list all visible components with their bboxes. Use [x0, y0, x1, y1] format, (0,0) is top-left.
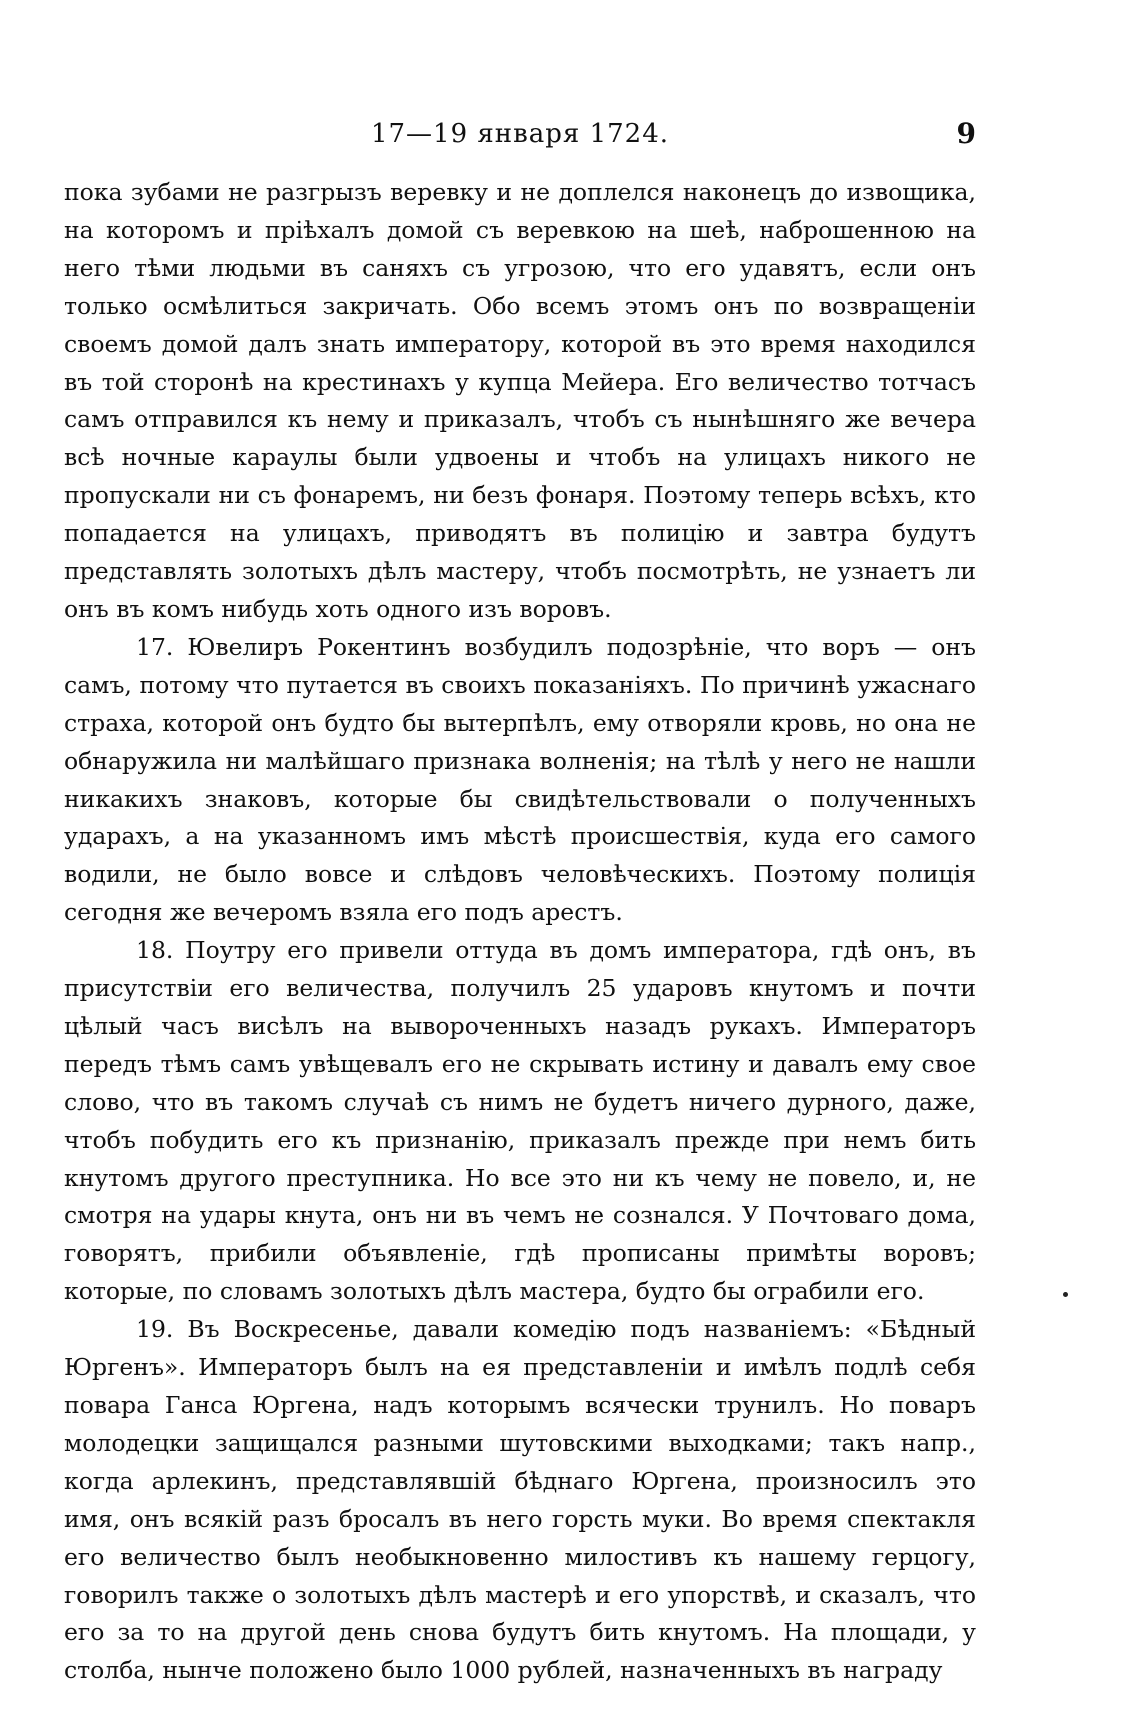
- print-speck-mark: [1063, 1292, 1068, 1297]
- page-title: 17—19 января 1724.: [370, 119, 670, 149]
- paragraph-entry-18: 18. Поутру его привели оттуда въ домъ императора, гдѣ онъ, въ присутствіи его величества, получилъ 25 ударовъ кнутомъ и почти цѣлый часъ висѣлъ на вывороченныхъ назадъ рукахъ. Императоръ передъ тѣмъ самъ увѣщевалъ его не скрывать истину и давалъ ему свое слово, что въ такомъ случаѣ съ нимъ не будетъ ничего дурного, даже, чтобъ побудить его къ признанію, приказалъ прежде при немъ бить кнутомъ другого преступника. Но все это ни къ чему не повело, и, не смотря на удары кнута, онъ ни въ чемъ не сознался. У Почтоваго дома, говорятъ, прибили объявленіе, гдѣ прописаны примѣты воровъ; которые, по словамъ золотыхъ дѣлъ мастера, будто бы ограбили его.: [64, 936, 976, 1306]
- running-head: [64, 112, 976, 156]
- paragraph-continued: пока зубами не разгрызъ веревку и не доплелся наконецъ до извощика, на которомъ и пріѣхалъ домой съ веревкою на шеѣ, наброшенною на него тѣми людьми въ саняхъ съ угрозою, что его удавятъ, если онъ только осмѣлиться закричать. Обо всемъ этомъ онъ по возвращеніи своемъ домой далъ знать императору, которой въ это время находился въ той сторонѣ на крестинахъ у купца Мейера. Его величество тотчасъ самъ отправился къ нему и приказалъ, чтобъ съ нынѣшняго же вечера всѣ ночные караулы были удвоены и чтобъ на улицахъ никого не пропускали ни съ фонаремъ, ни безъ фонаря. Поэтому теперь всѣхъ, кто попадается на улицахъ, приводятъ въ полицію и завтра будутъ представлять золотыхъ дѣлъ мастеру, чтобъ посмотрѣть, не узнаетъ ли онъ въ комъ нибудь хоть одного изъ воровъ.: [64, 178, 976, 623]
- page-number: 9: [956, 117, 976, 150]
- paragraph-entry-19: 19. Въ Воскресенье, давали комедію подъ названіемъ: «Бѣдный Юргенъ». Императоръ былъ на ея представленіи и имѣлъ подлѣ себя повара Ганса Юргена, надъ которымъ всячески трунилъ. Но поваръ молодецки защищался разными шутовскими выходками; такъ напр., когда арлекинъ, представлявшій бѣднаго Юргена, произносилъ это имя, онъ всякій разъ бросалъ въ него горсть муки. Во время спектакля его величество былъ необыкновенно милостивъ къ нашему герцогу, говорилъ также о золотыхъ дѣлъ мастерѣ и его упорствѣ, и сказалъ, что его за то на другой день снова будутъ бить кнутомъ. На площади, у столба, нынче положено было 1000 рублей, назначенныхъ въ награду: [64, 1315, 976, 1685]
- paragraph-entry-17: 17. Ювелиръ Рокентинъ возбудилъ подозрѣніе, что воръ — онъ самъ, потому что путается въ своихъ показаніяхъ. По причинѣ ужаснаго страха, которой онъ будто бы вытерпѣлъ, ему отворяли кровь, но она не обнаружила ни малѣйшаго признака волненія; на тѣлѣ у него не нашли никакихъ знаковъ, которые бы свидѣтельствовали о полученныхъ ударахъ, а на указанномъ имъ мѣстѣ происшествія, куда его самого водили, не было вовсе и слѣдовъ человѣческихъ. Поэтому полиція сегодня же вечеромъ взяла его подъ арестъ.: [64, 632, 976, 927]
- document-page: [64, 112, 976, 1690]
- body-text: [64, 174, 976, 1690]
